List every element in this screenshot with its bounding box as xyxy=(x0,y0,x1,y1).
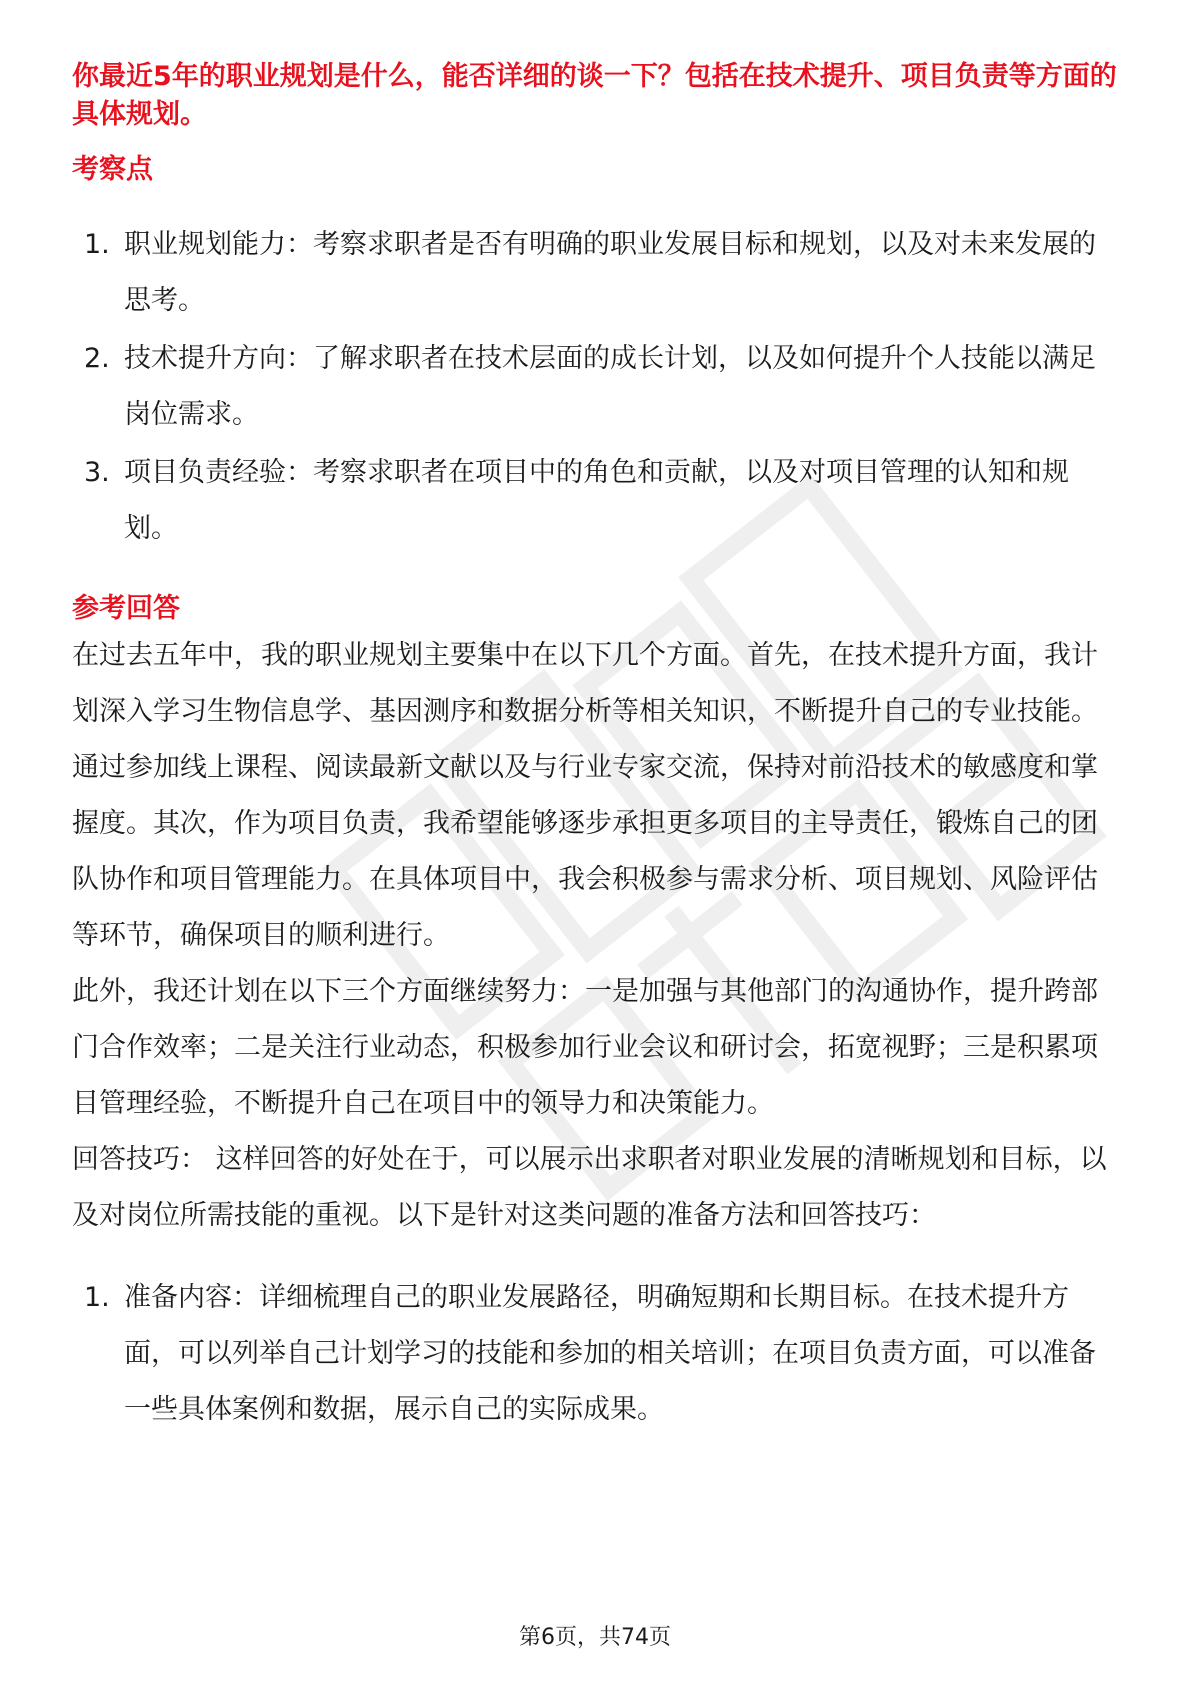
points-list xyxy=(72,217,1118,557)
page-footer: 第6页，共74页 xyxy=(519,1625,671,1650)
list-item xyxy=(72,331,1118,443)
interview-question: 你最近5年的职业规划是什么，能否详细的谈一下？包括在技术提升、项目负责等方面的具体规划。 xyxy=(72,61,1117,130)
list-item xyxy=(72,217,1118,329)
answer-paragraph: 此外，我还计划在以下三个方面继续努力：一是加强与其他部门的沟通协作，提升跨部门合作效率；二是关注行业动态，积极参加行业会议和研讨会，拓宽视野；三是积累项目管理经验，不断提升自己在项目中的领导力和决策能力。 xyxy=(72,976,1098,1119)
list-item xyxy=(72,1270,1118,1438)
section-title-answer: 参考回答 xyxy=(72,593,180,624)
list-number: 1. xyxy=(84,1282,110,1313)
list-number: 1. xyxy=(84,229,110,260)
list-number: 2. xyxy=(84,343,110,374)
document-page xyxy=(72,58,1118,1440)
answer-tips-intro: 回答技巧： 这样回答的好处在于，可以展示出求职者对职业发展的清晰规划和目标，以及对岗位所需技能的重视。以下是针对这类问题的准备方法和回答技巧： xyxy=(72,1144,1107,1231)
list-number: 3. xyxy=(84,457,110,488)
answer-paragraph: 在过去五年中，我的职业规划主要集中在以下几个方面。首先，在技术提升方面，我计划深入学习生物信息学、基因测序和数据分析等相关知识，不断提升自己的专业技能。通过参加线上课程、阅读最新文献以及与行业专家交流，保持对前沿技术的敏感度和掌握度。其次，作为项目负责，我希望能够逐步承担更多项目的主导责任，锻炼自己的团队协作和项目管理能力。在具体项目中，我会积极参与需求分析、项目规划、风险评估等环节，确保项目的顺利进行。 xyxy=(72,640,1098,951)
tips-list xyxy=(72,1270,1118,1438)
list-item-text: 准备内容：详细梳理自己的职业发展路径，明确短期和长期目标。在技术提升方面，可以列举自己计划学习的技能和参加的相关培训；在项目负责方面，可以准备一些具体案例和数据，展示自己的实际成果。 xyxy=(124,1282,1096,1425)
list-item-text: 项目负责经验：考察求职者在项目中的角色和贡献，以及对项目管理的认知和规划。 xyxy=(124,457,1069,544)
list-item xyxy=(72,445,1118,557)
list-item-text: 职业规划能力：考察求职者是否有明确的职业发展目标和规划，以及对未来发展的思考。 xyxy=(124,229,1096,316)
section-title-points: 考察点 xyxy=(72,154,153,185)
list-item-text: 技术提升方向：了解求职者在技术层面的成长计划，以及如何提升个人技能以满足岗位需求。 xyxy=(124,343,1096,430)
